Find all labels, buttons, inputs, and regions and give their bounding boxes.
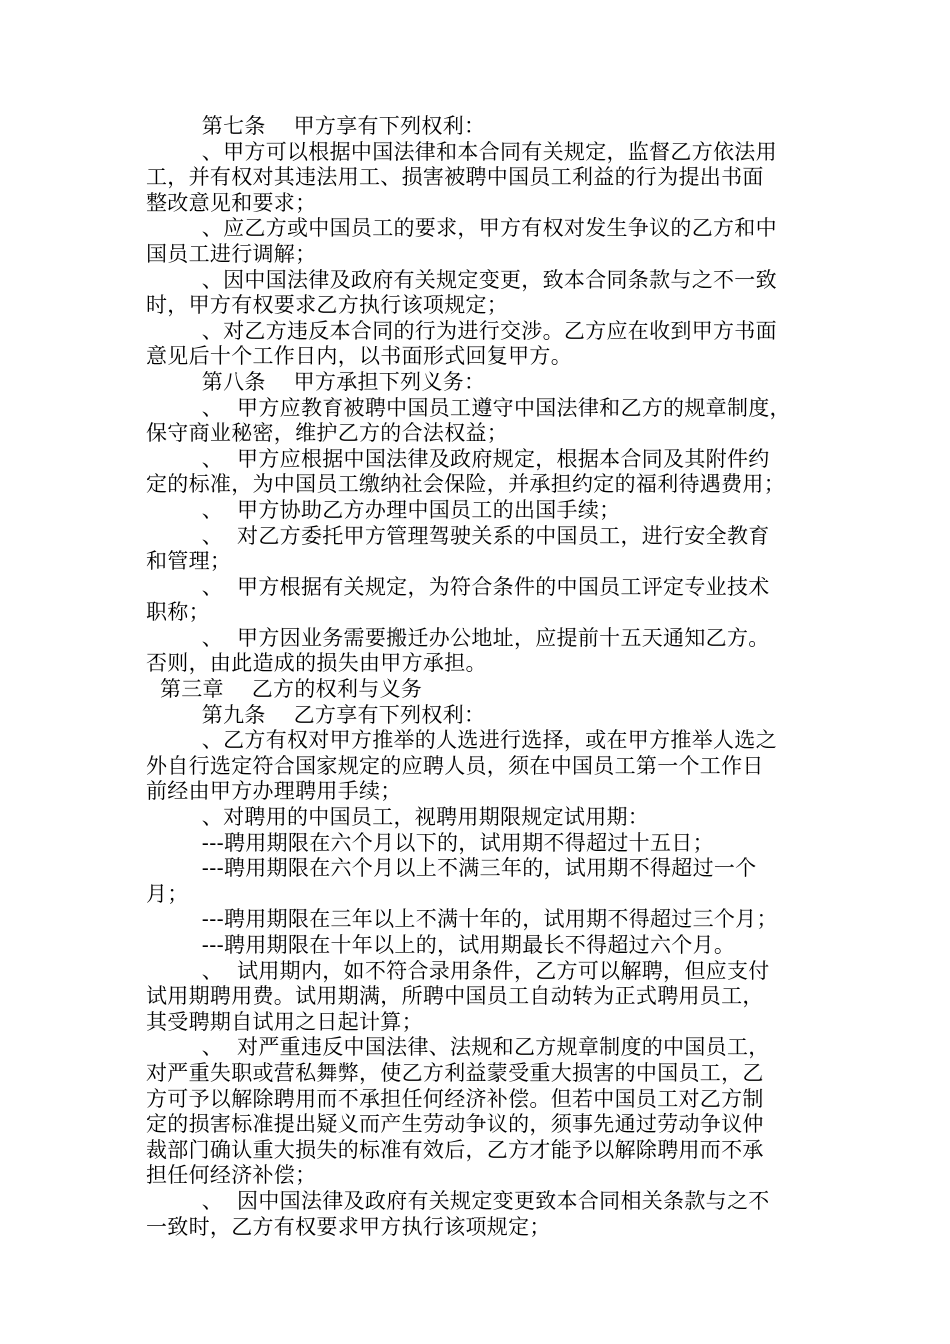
text-line: 、 甲方应教育被聘中国员工遵守中国法律和乙方的规章制度，	[146, 395, 791, 420]
text-line: 定的标准，为中国员工缴纳社会保险，并承担约定的福利待遇费用；	[146, 472, 785, 497]
text-line: 月；	[146, 881, 189, 906]
text-line: ---聘用期限在三年以上不满十年的，试用期不得超过三个月；	[146, 907, 778, 932]
text-line: 其受聘期自试用之日起计算；	[146, 1009, 423, 1034]
text-line: 第八条 甲方承担下列义务：	[146, 369, 486, 394]
text-line: 、 甲方因业务需要搬迁办公地址，应提前十五天通知乙方。	[146, 625, 770, 650]
text-line: 时，甲方有权要求乙方执行该项规定；	[146, 293, 509, 318]
text-line: 、乙方有权对甲方推举的人选进行选择，或在甲方推举人选之	[146, 728, 777, 753]
text-line: 、 因中国法律及政府有关规定变更致本合同相关条款与之不	[146, 1188, 770, 1213]
text-line: 第七条 甲方享有下列权利：	[146, 114, 486, 138]
text-line: 对严重失职或营私舞弊，使乙方利益蒙受重大损害的中国员工，乙	[146, 1060, 764, 1085]
text-line: 职称；	[146, 600, 210, 625]
text-line: 保守商业秘密，维护乙方的合法权益；	[146, 421, 509, 446]
text-line: 国员工进行调解；	[146, 241, 317, 266]
text-line: 外自行选定符合国家规定的应聘人员，须在中国员工第一个工作日	[146, 753, 764, 778]
text-line: 、 甲方协助乙方办理中国员工的出国手续；	[146, 497, 621, 522]
text-line: 、对乙方违反本合同的行为进行交涉。乙方应在收到甲方书面	[146, 318, 777, 343]
text-line: ---聘用期限在十年以上的，试用期最长不得超过六个月。	[146, 933, 736, 957]
text-line: 、甲方可以根据中国法律和本合同有关规定，监督乙方依法用	[146, 139, 777, 164]
text-line: 一致时，乙方有权要求甲方执行该项规定；	[146, 1214, 551, 1239]
text-line: 担任何经济补偿；	[146, 1163, 317, 1188]
text-line: 和管理；	[146, 549, 232, 574]
text-line: 定的损害标准提出疑义而产生劳动争议的，须事先通过劳动争议仲	[146, 1112, 764, 1137]
text-line: ---聘用期限在六个月以下的，试用期不得超过十五日；	[146, 830, 714, 855]
document-body	[146, 114, 816, 1240]
text-line: ---聘用期限在六个月以上不满三年的，试用期不得超过一个	[146, 856, 757, 881]
text-line: 、 甲方根据有关规定，为符合条件的中国员工评定专业技术	[146, 574, 770, 599]
text-line: 第九条 乙方享有下列权利：	[146, 702, 486, 727]
text-line: 前经由甲方办理聘用手续；	[146, 779, 402, 804]
text-line: 第三章 乙方的权利与义务	[146, 677, 423, 702]
text-line: 、 对乙方委托甲方管理驾驶关系的中国员工，进行安全教育	[146, 523, 770, 548]
text-line: 裁部门确认重大损失的标准有效后，乙方才能予以解除聘用而不承	[146, 1137, 764, 1162]
text-line: 试用期聘用费。试用期满，所聘中国员工自动转为正式聘用员工，	[146, 984, 764, 1009]
text-line: 、因中国法律及政府有关规定变更，致本合同条款与之不一致	[146, 267, 777, 292]
text-line: 、 甲方应根据中国法律及政府规定，根据本合同及其附件约	[146, 446, 770, 471]
text-line: 意见后十个工作日内，以书面形式回复甲方。	[146, 344, 572, 369]
text-line: 、 对严重违反中国法律、法规和乙方规章制度的中国员工，	[146, 1035, 770, 1060]
text-line: 、对聘用的中国员工，视聘用期限规定试用期：	[146, 805, 650, 830]
text-line: 整改意见和要求；	[146, 190, 317, 215]
text-line: 否则，由此造成的损失由甲方承担。	[146, 651, 487, 676]
text-line: 方可予以解除聘用而不承担任何经济补偿。但若中国员工对乙方制	[146, 1086, 764, 1111]
text-line: 、应乙方或中国员工的要求，甲方有权对发生争议的乙方和中	[146, 216, 777, 241]
text-line: 、 试用期内，如不符合录用条件，乙方可以解聘，但应支付	[146, 958, 770, 983]
text-line: 工，并有权对其违法用工、损害被聘中国员工利益的行为提出书面	[146, 165, 764, 190]
